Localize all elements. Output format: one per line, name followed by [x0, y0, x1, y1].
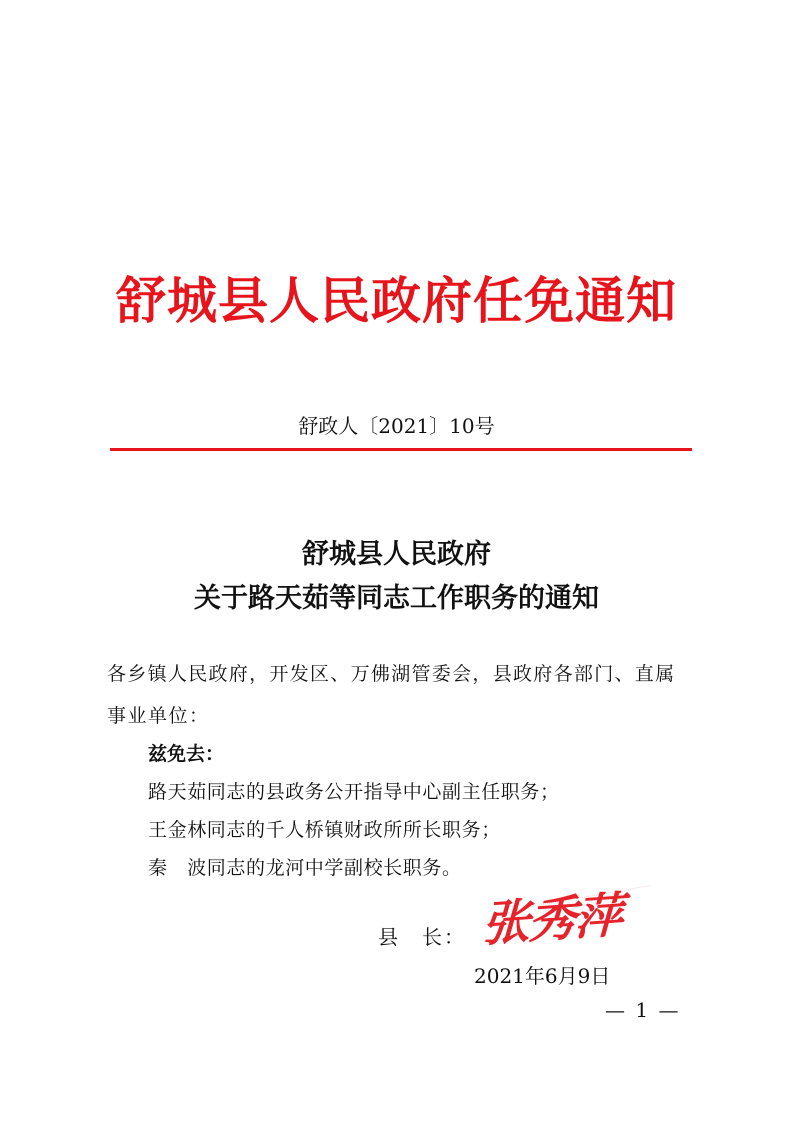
addressee-line-1: 各乡镇人民政府，开发区、万佛湖管委会，县政府各部门、直属	[107, 663, 676, 685]
page-number: — 1 —	[605, 998, 681, 1022]
red-separator-line	[110, 448, 692, 451]
dismissal-item: 王金林同志的千人桥镇财政所所长职务；	[148, 819, 501, 841]
handwritten-signature	[480, 887, 653, 965]
signature-text: 张秀萍	[480, 887, 622, 953]
order-lead: 兹免去：	[148, 743, 225, 765]
addressee-line-2: 事业单位：	[107, 705, 210, 727]
notice-title-line-1: 舒城县人民政府	[302, 539, 491, 570]
document-number: 舒政人〔2021〕10号	[298, 414, 495, 438]
dismissal-item: 秦 波同志的龙河中学副校长职务。	[148, 857, 462, 879]
signer-title: 县 长：	[378, 925, 466, 949]
issue-date: 2021年6月9日	[474, 964, 611, 988]
dismissal-item: 路天茹同志的县政务公开指导中心副主任职务；	[148, 781, 560, 803]
notice-title-line-2: 关于路天茹等同志工作职务的通知	[194, 583, 599, 614]
document-header-title: 舒城县人民政府任免通知	[116, 271, 677, 330]
